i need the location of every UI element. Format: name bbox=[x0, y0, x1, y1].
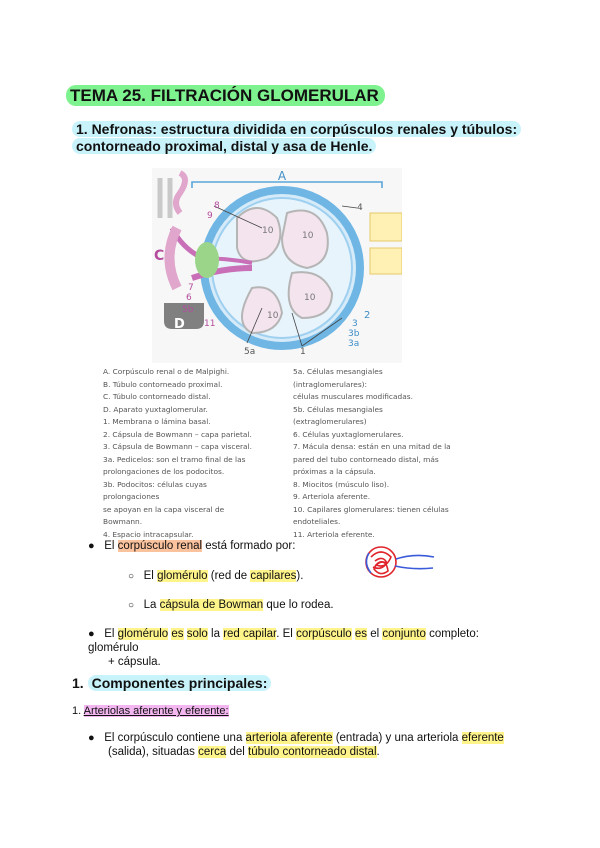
legend-item: 3. Cápsula de Bowmann – capa visceral. bbox=[103, 442, 252, 451]
bullet-capsula: ○ La cápsula de Bowman que lo rodea. bbox=[128, 599, 334, 611]
svg-text:7: 7 bbox=[188, 283, 194, 293]
section-1-heading: 1. Nefronas: estructura dividida en corpúsculos renales y túbulos: contorneado proximal, distal y asa de Henle. bbox=[72, 121, 532, 155]
legend-item: pared del tubo contorneado distal, más bbox=[293, 454, 439, 464]
legend-item: A. Corpúsculo renal o de Malpighi. bbox=[103, 367, 230, 376]
svg-text:11: 11 bbox=[204, 319, 216, 329]
svg-text:1: 1 bbox=[300, 347, 306, 357]
subsection-heading: 1. Arteriolas aferente y eferente: bbox=[72, 705, 229, 717]
svg-text:6: 6 bbox=[186, 293, 192, 303]
legend-item: 8. Miocitos (músculo liso). bbox=[293, 479, 390, 489]
legend-item: 10. Capilares glomerulares: tienen células bbox=[293, 504, 449, 514]
legend-item: 7. Mácula densa: están en una mitad de la bbox=[293, 442, 451, 451]
bullet-glomerulo: ○ El glomérulo (red de capilares). bbox=[128, 570, 304, 582]
svg-text:10: 10 bbox=[262, 226, 274, 236]
legend-item: 11. Arteriola eferente. bbox=[293, 529, 375, 539]
legend-item: C. Túbulo contorneado distal. bbox=[103, 392, 211, 401]
legend-item: D. Aparato yuxtaglomerular. bbox=[103, 404, 208, 414]
svg-text:C: C bbox=[154, 248, 165, 264]
svg-text:3: 3 bbox=[352, 319, 358, 329]
glomerulus-diagram bbox=[152, 168, 402, 363]
section-2-heading: 1. Componentes principales: bbox=[72, 675, 271, 691]
legend-item: endoteliales. bbox=[293, 517, 341, 526]
bullet-circle-icon: ○ bbox=[128, 600, 135, 611]
svg-text:4: 4 bbox=[357, 203, 363, 213]
legend-item: B. Túbulo contorneado proximal. bbox=[103, 379, 223, 389]
bullet-glomerulo-definition: ● El glomérulo es solo la red capilar. El corpúsculo es el conjunto completo: glomérulo + cápsula. bbox=[88, 628, 479, 668]
bullet-dot-icon: ● bbox=[88, 628, 95, 640]
legend-item: 6. Células yuxtaglomerulares. bbox=[293, 429, 404, 439]
svg-text:10: 10 bbox=[302, 231, 314, 241]
legend-item: prolongaciones de los podocitos. bbox=[103, 467, 225, 476]
legend-item: 9. Arteriola aferente. bbox=[293, 492, 371, 501]
svg-text:8: 8 bbox=[214, 201, 220, 211]
figure-legend-left bbox=[103, 366, 263, 541]
figure-legend-right bbox=[293, 366, 455, 541]
bullet-arteriolas: ● El corpúsculo contiene una arteriola aferente (entrada) y una arteriola eferente (salida), situadas cerca del túbulo contorneado distal. bbox=[88, 732, 504, 758]
bullet-dot-icon: ● bbox=[88, 540, 95, 552]
svg-text:10: 10 bbox=[267, 311, 279, 321]
glomerulus-sketch-icon bbox=[361, 539, 435, 585]
legend-item: 3a. Pedicelos: son el tramo final de las bbox=[103, 454, 246, 464]
svg-text:3b: 3b bbox=[348, 329, 360, 339]
svg-text:2: 2 bbox=[364, 310, 371, 321]
legend-item: 1. Membrana o lámina basal. bbox=[103, 417, 211, 426]
legend-item: 2. Cápsula de Bowmann – capa parietal. bbox=[103, 429, 252, 439]
bullet-circle-icon: ○ bbox=[128, 571, 135, 582]
legend-item: 5a. Células mesangiales (intraglomerulares): bbox=[293, 367, 383, 389]
svg-text:10: 10 bbox=[304, 293, 316, 303]
svg-text:5b: 5b bbox=[182, 305, 194, 315]
svg-text:A: A bbox=[277, 169, 287, 183]
legend-item: se apoyan en la capa visceral de Bowmann. bbox=[103, 504, 225, 526]
svg-text:3a: 3a bbox=[348, 339, 360, 349]
bullet-corpusculo: ● El corpúsculo renal está formado por: bbox=[88, 540, 296, 552]
legend-item: 5b. Células mesangiales (extraglomerulares) bbox=[293, 404, 383, 426]
bullet-dot-icon: ● bbox=[88, 732, 95, 744]
legend-item: 3b. Podocitos: células cuyas prolongaciones bbox=[103, 479, 207, 501]
svg-text:9: 9 bbox=[207, 211, 213, 221]
legend-item: próximas a la cápsula. bbox=[293, 467, 376, 476]
svg-text:D: D bbox=[174, 317, 185, 332]
svg-text:5a: 5a bbox=[244, 347, 256, 357]
page-title: TEMA 25. FILTRACIÓN GLOMERULAR bbox=[66, 86, 385, 106]
legend-item: células musculares modificadas. bbox=[293, 392, 413, 401]
legend-item: 4. Espacio intracapsular. bbox=[103, 529, 194, 539]
